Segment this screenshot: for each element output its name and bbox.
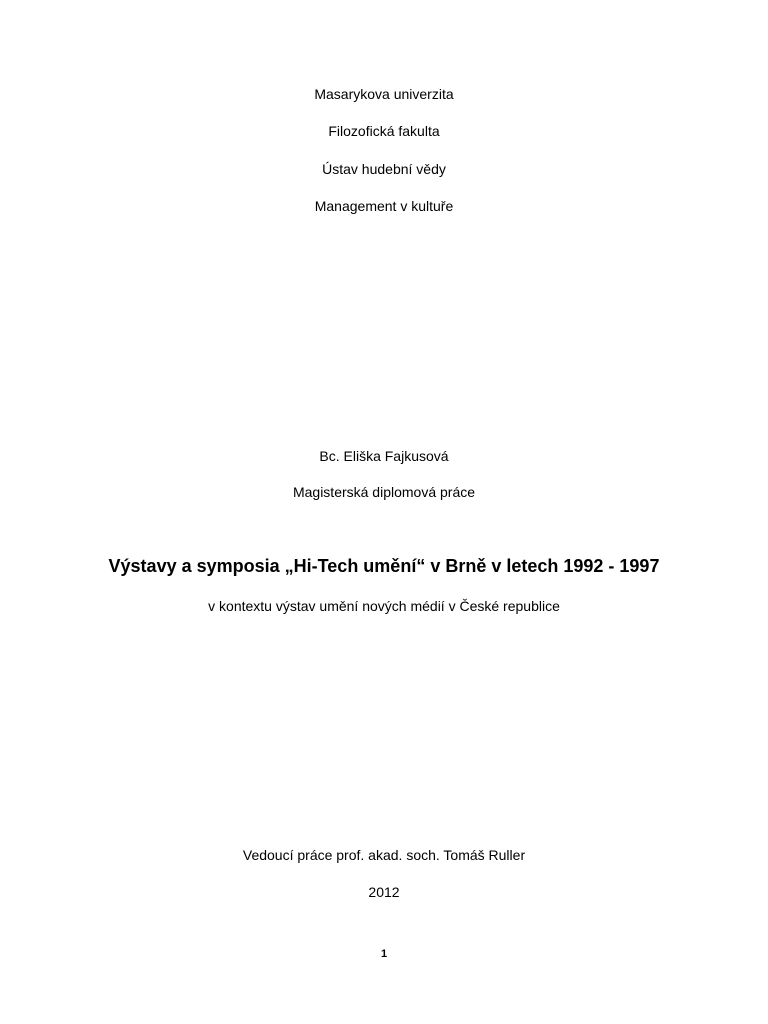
department-name: Ústav hudební vědy	[322, 161, 446, 177]
author-name: Bc. Eliška Fajkusová	[319, 448, 449, 464]
thesis-subtitle: v kontextu výstav umění nových médií v České republice	[208, 598, 560, 614]
faculty-name: Filozofická fakulta	[328, 123, 440, 139]
university-name: Masarykova univerzita	[314, 86, 454, 102]
thesis-title: Výstavy a symposia „Hi-Tech umění“ v Brně v letech 1992 - 1997	[108, 556, 660, 576]
program-name: Management v kultuře	[314, 198, 454, 214]
year: 2012	[368, 884, 400, 900]
thesis-type: Magisterská diplomová práce	[292, 484, 476, 500]
supervisor-line: Vedoucí práce prof. akad. soch. Tomáš Ruller	[242, 847, 526, 863]
page-number: 1	[380, 948, 388, 960]
